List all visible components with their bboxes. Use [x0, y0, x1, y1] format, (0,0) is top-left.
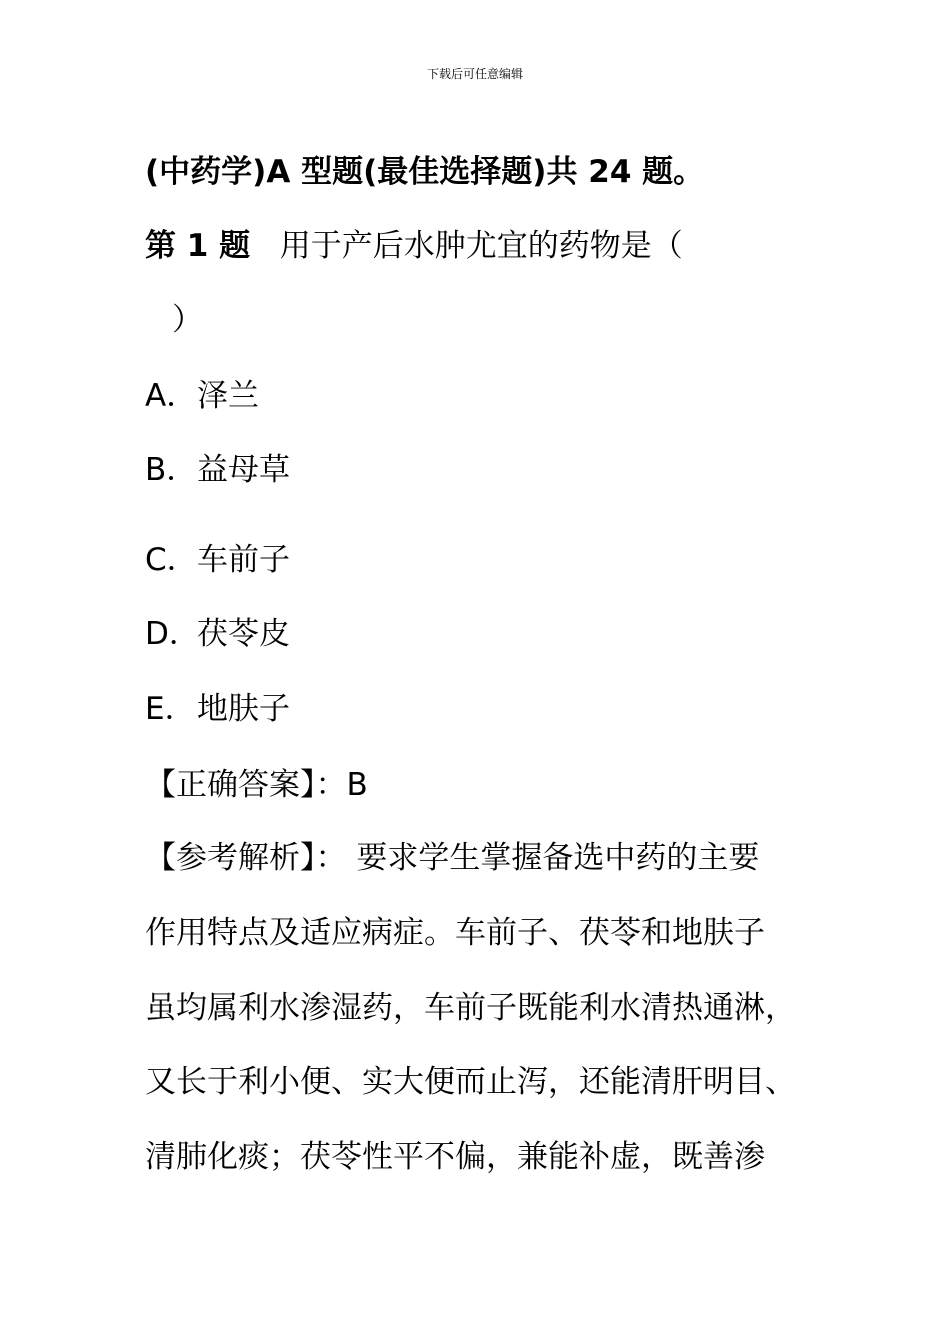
option-e: [145, 689, 290, 729]
option-letter: E．: [145, 691, 196, 727]
option-letter: D．: [145, 616, 200, 652]
page-header-note: 下载后可任意编辑: [426, 67, 523, 81]
option-d: [145, 614, 290, 654]
analysis-text: 要求学生掌握备选中药的主要: [356, 840, 760, 876]
option-text: 车前子: [197, 542, 290, 578]
analysis-line-2: 作用特点及适应病症。车前子、茯苓和地肤子: [145, 915, 765, 951]
option-letter: B．: [145, 452, 198, 488]
answer-line: [145, 765, 368, 805]
option-text: 益母草: [197, 452, 290, 488]
section-title: (中药学)A 型题(最佳选择题)共 24 题。: [145, 154, 705, 190]
question-number: 第 1 题: [145, 228, 251, 264]
question-line: [145, 226, 683, 266]
analysis-line-4: 又长于利小便、实大便而止泻，还能清肝明目、: [145, 1064, 796, 1100]
option-c: [145, 540, 290, 580]
answer-label: 【正确答案】：: [145, 767, 347, 803]
option-text: 地肤子: [197, 691, 290, 727]
analysis-line-5: 清肺化痰；茯苓性平不偏，兼能补虚，既善渗: [145, 1139, 765, 1175]
option-text: 泽兰: [197, 378, 259, 414]
option-text: 茯苓皮: [197, 616, 290, 652]
option-letter: C．: [145, 542, 198, 578]
analysis-label: 【参考解析】：: [145, 840, 347, 876]
option-letter: A．: [145, 378, 198, 414]
question-stem-end: ）: [172, 302, 203, 338]
question-stem: 用于产后水肿尤宜的药物是（: [279, 228, 683, 264]
answer-value: B: [346, 767, 368, 803]
option-b: [145, 450, 290, 490]
analysis-line-3: 虽均属利水渗湿药，车前子既能利水清热通淋，: [145, 990, 796, 1026]
option-a: [145, 376, 259, 416]
analysis-line-1: [145, 838, 759, 878]
